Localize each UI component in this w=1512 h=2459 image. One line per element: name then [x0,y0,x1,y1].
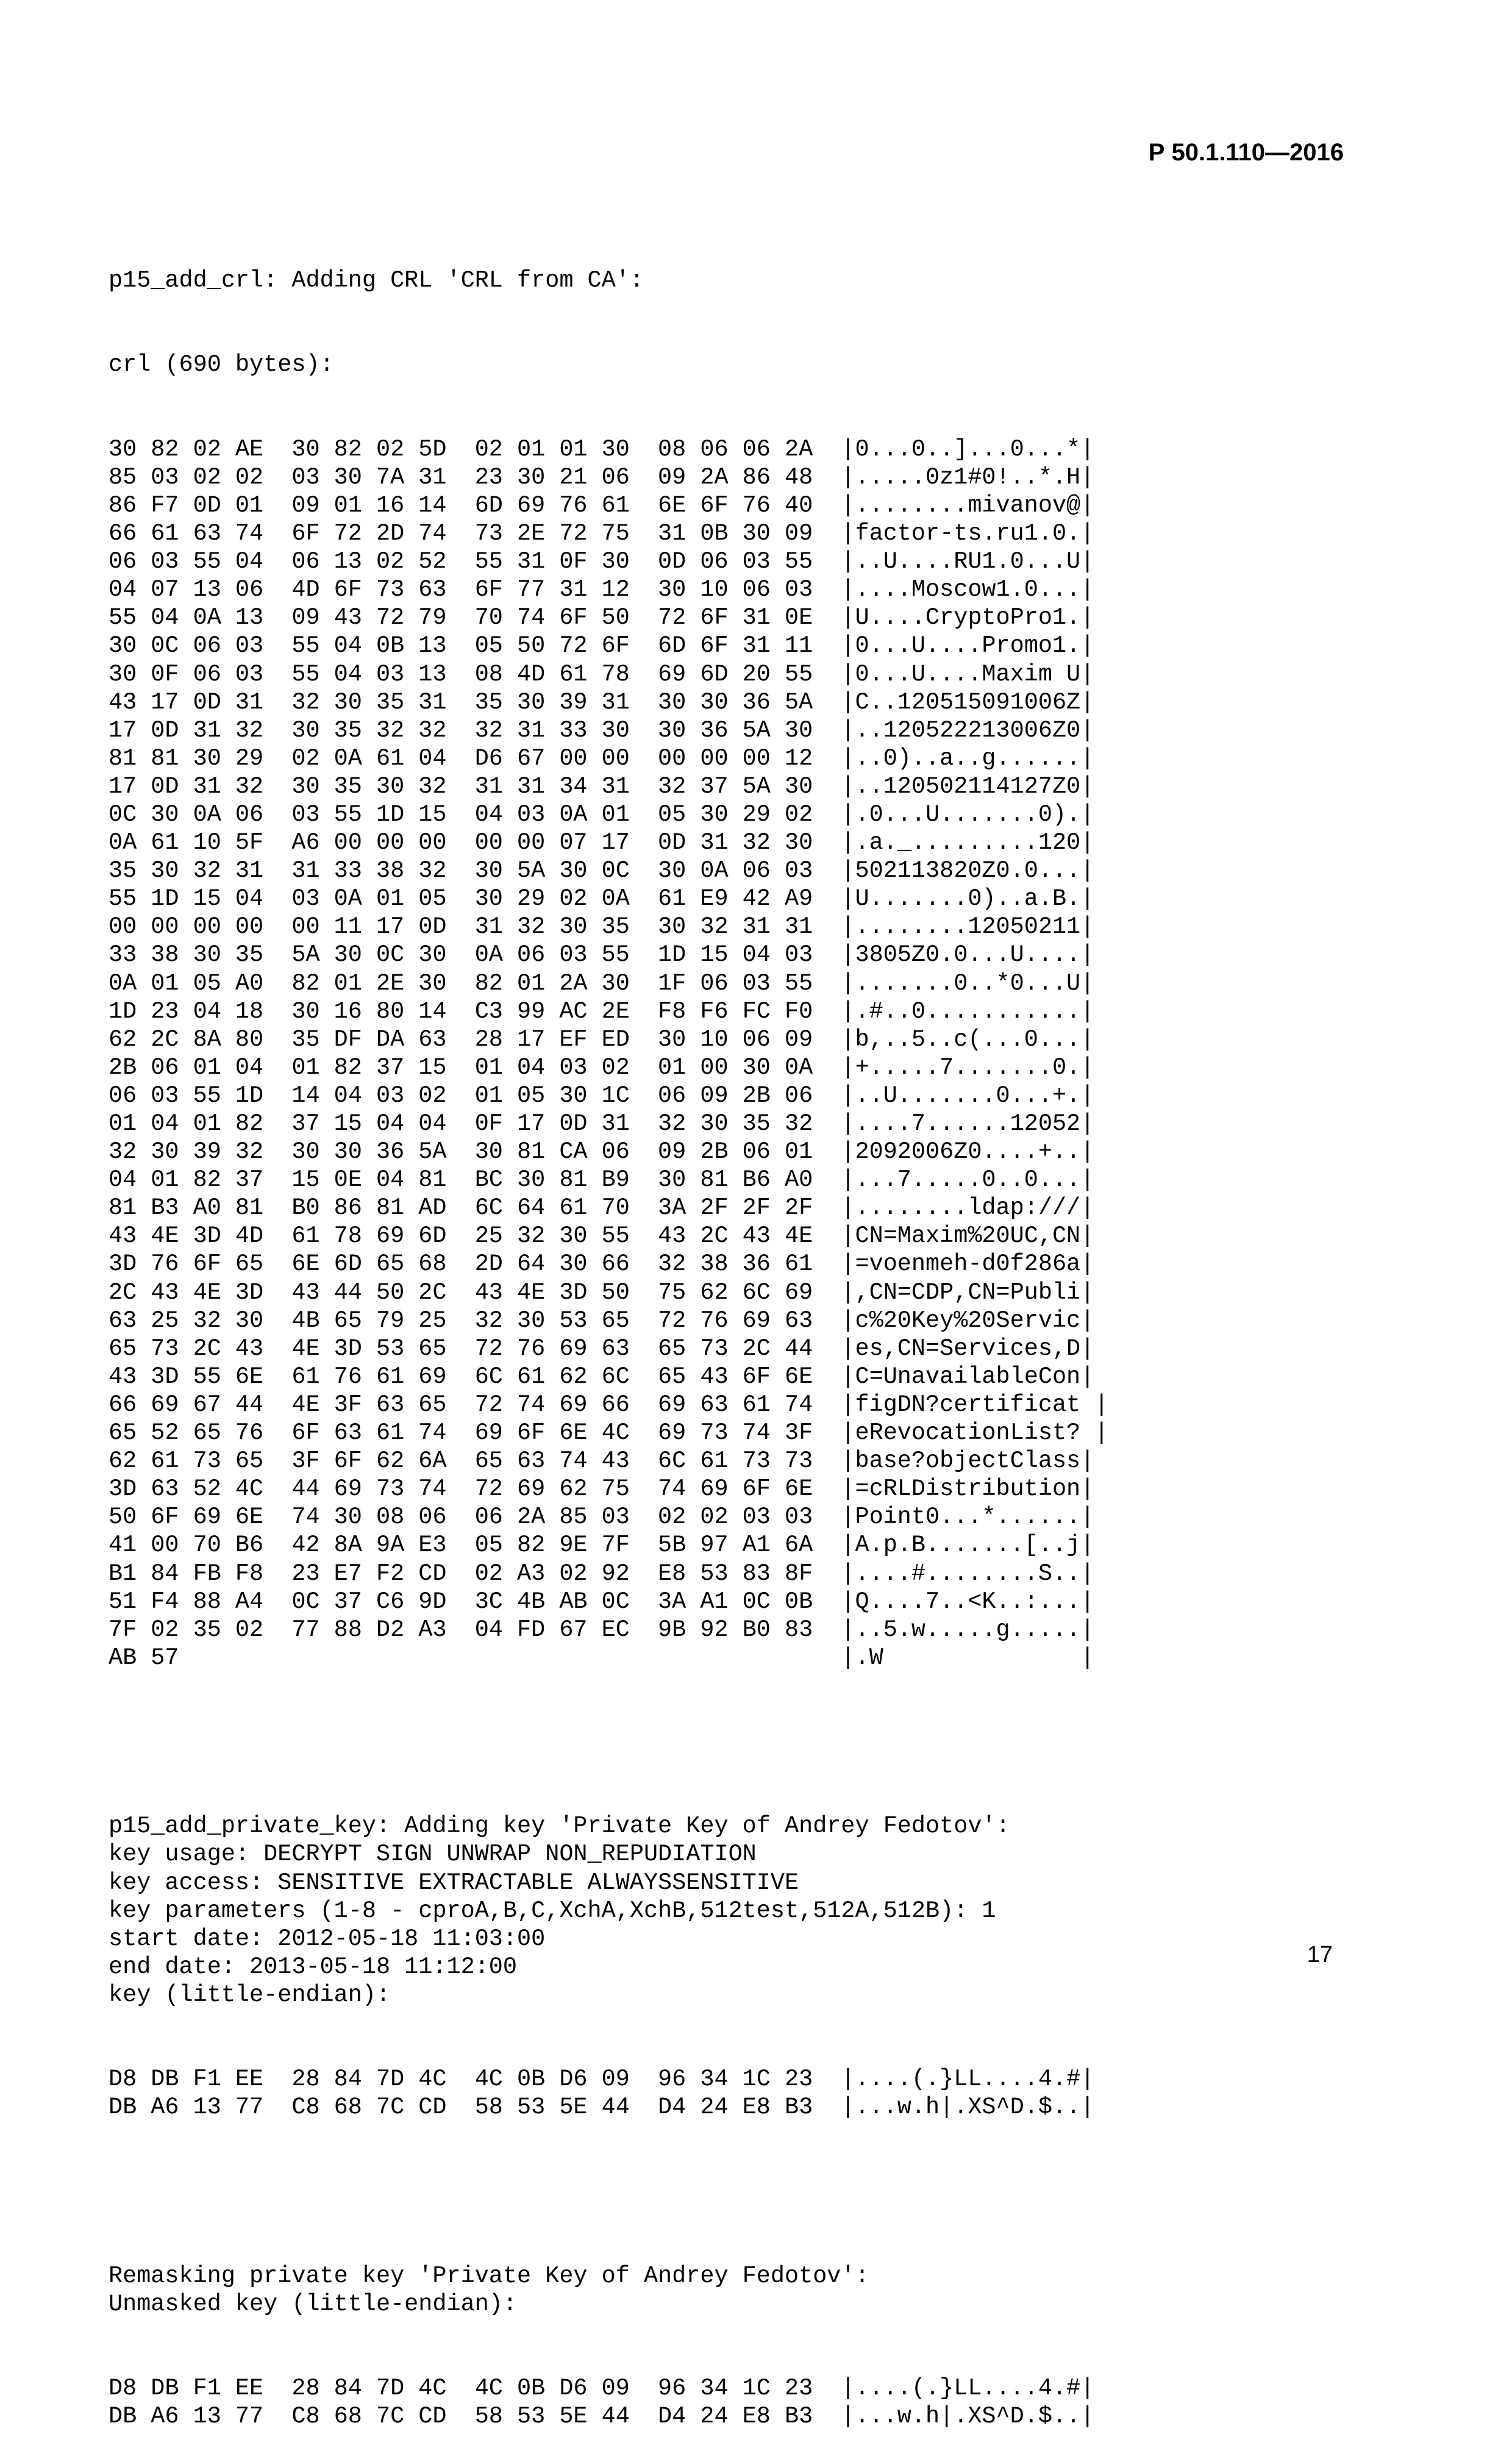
page-number: 17 [1307,1942,1333,1968]
hex-dump-row: 0C 30 0A 06 03 55 1D 15 04 03 0A 01 05 30 29 02 |.0...U.......0).| [109,801,1095,828]
hex-dump-row: AB 57 |.W | [109,1644,1095,1671]
hex-dump-row: 30 82 02 AE 30 82 02 5D 02 01 01 30 08 06 06 2A |0...0..]...0...*| [109,435,1095,463]
hex-dump-row: 1D 23 04 18 30 16 80 14 C3 99 AC 2E F8 F6 FC F0 |.#..0...........| [109,998,1095,1025]
spacer [109,1728,1108,1756]
document-header: Р 50.1.110—2016 [1148,139,1344,166]
hex-dump-row: DB A6 13 77 C8 68 7C CD 58 53 5E 44 D4 24 E8 B3 |...w.h|.XS^D.$..| [109,2094,1095,2121]
key-info-line: end date: 2013-05-18 11:12:00 [109,1953,518,1980]
crl-length: crl (690 bytes): [109,351,334,379]
spacer [109,2178,1108,2206]
hex-dump-row: 41 00 70 B6 42 8A 9A E3 05 82 9E 7F 5B 97 A1 6A |A.p.B.......[..j| [109,1532,1095,1559]
hex-dump-row: 65 73 2C 43 4E 3D 53 65 72 76 69 63 65 73 2C 44 |es,CN=Services,D| [109,1335,1095,1362]
hex-dump-row: 66 61 63 74 6F 72 2D 74 73 2E 72 75 31 0B 30 09 |factor-ts.ru1.0.| [109,520,1095,548]
hex-dump-row: 51 F4 88 A4 0C 37 C6 9D 3C 4B AB 0C 3A A1 0C 0B |Q....7..<K..:...| [109,1588,1095,1615]
hex-dump-row: 3D 76 6F 65 6E 6D 65 68 2D 64 30 66 32 38 36 61 |=voenmeh-d0f286a| [109,1251,1095,1278]
hex-dump-row: 7F 02 35 02 77 88 D2 A3 04 FD 67 EC 9B 92 B0 83 |..5.w.....g.....| [109,1616,1095,1643]
hex-dump-row: 0A 01 05 A0 82 01 2E 30 82 01 2A 30 1F 06 03 55 |.......0..*0...U| [109,969,1095,997]
key-info-line: p15_add_private_key: Adding key 'Private Key of Andrey Fedotov': [109,1813,1010,1840]
key-info-line: start date: 2012-05-18 11:03:00 [109,1925,546,1952]
hex-dump-row: 00 00 00 00 00 11 17 0D 31 32 30 35 30 32 31 31 |........12050211| [109,913,1095,941]
hex-dump-listing [109,210,1108,2459]
hex-dump-row: 35 30 32 31 31 33 38 32 30 5A 30 0C 30 0A 06 03 |502113820Z0.0...| [109,857,1095,885]
key-info-line: key access: SENSITIVE EXTRACTABLE ALWAYSSENSITIVE [109,1869,799,1896]
remask-info [109,2262,1108,2318]
hex-dump-row: 43 17 0D 31 32 30 35 31 35 30 39 31 30 30 36 5A |C..120515091006Z| [109,688,1095,716]
hex-dump-row: DB A6 13 77 C8 68 7C CD 58 53 5E 44 D4 24 E8 B3 |...w.h|.XS^D.$..| [109,2403,1095,2430]
crl-dump [109,435,1108,1672]
hex-dump-row: 32 30 39 32 30 30 36 5A 30 81 CA 06 09 2B 06 01 |2092006Z0....+..| [109,1138,1095,1166]
hex-dump-row: 43 3D 55 6E 61 76 61 69 6C 61 62 6C 65 43 6F 6E |C=UnavailableCon| [109,1363,1095,1390]
hex-dump-row: B1 84 FB F8 23 E7 F2 CD 02 A3 02 92 E8 53 83 8F |....#........S..| [109,1560,1095,1587]
hex-dump-row: D8 DB F1 EE 28 84 7D 4C 4C 0B D6 09 96 34 1C 23 |....(.}LL....4.#| [109,2375,1095,2402]
hex-dump-row: 30 0F 06 03 55 04 03 13 08 4D 61 78 69 6D 20 55 |0...U....Maxim U| [109,660,1095,688]
hex-dump-row: 30 0C 06 03 55 04 0B 13 05 50 72 6F 6D 6F 31 11 |0...U....Promo1.| [109,632,1095,660]
crl-title: p15_add_crl: Adding CRL 'CRL from CA': [109,267,644,294]
hex-dump-row: 3D 63 52 4C 44 69 73 74 72 69 62 75 74 69 6F 6E |=cRLDistribution| [109,1476,1095,1503]
hex-dump-row: 81 B3 A0 81 B0 86 81 AD 6C 64 61 70 3A 2F 2F 2F |........ldap:///| [109,1194,1095,1222]
key-dump [109,2065,1108,2121]
hex-dump-row: 0A 61 10 5F A6 00 00 00 00 00 07 17 0D 31 32 30 |.a._.........120| [109,829,1095,857]
hex-dump-row: 43 4E 3D 4D 61 78 69 6D 25 32 30 55 43 2C 43 4E |CN=Maxim%20UC,CN| [109,1222,1095,1250]
hex-dump-row: 04 07 13 06 4D 6F 73 63 6F 77 31 12 30 10 06 03 |....Moscow1.0...| [109,576,1095,604]
hex-dump-row: 62 61 73 65 3F 6F 62 6A 65 63 74 43 6C 61 73 73 |base?objectClass| [109,1447,1095,1475]
remask-info-line: Unmasked key (little-endian): [109,2290,518,2318]
hex-dump-row: 55 1D 15 04 03 0A 01 05 30 29 02 0A 61 E9 42 A9 |U.......0)..a.B.| [109,885,1095,913]
hex-dump-row: 86 F7 0D 01 09 01 16 14 6D 69 76 61 6E 6F 76 40 |........mivanov@| [109,491,1095,519]
hex-dump-row: 06 03 55 04 06 13 02 52 55 31 0F 30 0D 06 03 55 |..U....RU1.0...U| [109,548,1095,576]
hex-dump-row: 62 2C 8A 80 35 DF DA 63 28 17 EF ED 30 10 06 09 |b,..5..c(...0...| [109,1026,1095,1053]
hex-dump-row: 55 04 0A 13 09 43 72 79 70 74 6F 50 72 6F 31 0E |U....CryptoPro1.| [109,604,1095,632]
hex-dump-row: 63 25 32 30 4B 65 79 25 32 30 53 65 72 76 69 63 |c%20Key%20Servic| [109,1307,1095,1334]
remask-info-line: Remasking private key 'Private Key of Andrey Fedotov': [109,2262,869,2289]
remask-dump [109,2374,1108,2430]
hex-dump-row: 2B 06 01 04 01 82 37 15 01 04 03 02 01 00 30 0A |+.....7.......0.| [109,1054,1095,1081]
key-info-line: key (little-endian): [109,1981,391,2008]
hex-dump-row: 17 0D 31 32 30 35 32 32 32 31 33 30 30 36 5A 30 |..120522213006Z0| [109,716,1095,744]
hex-dump-row: 50 6F 69 6E 74 30 08 06 06 2A 85 03 02 02 03 03 |Point0...*......| [109,1504,1095,1531]
hex-dump-row: 81 81 30 29 02 0A 61 04 D6 67 00 00 00 00 00 12 |..0)..a..g......| [109,744,1095,772]
hex-dump-row: D8 DB F1 EE 28 84 7D 4C 4C 0B D6 09 96 34 1C 23 |....(.}LL....4.#| [109,2066,1095,2093]
hex-dump-row: 33 38 30 35 5A 30 0C 30 0A 06 03 55 1D 15 04 03 |3805Z0.0...U....| [109,941,1095,969]
key-info [109,1812,1108,2009]
hex-dump-row: 85 03 02 02 03 30 7A 31 23 30 21 06 09 2A 86 48 |.....0z1#0!..*.H| [109,463,1095,491]
key-info-line: key usage: DECRYPT SIGN UNWRAP NON_REPUDIATION [109,1841,757,1868]
hex-dump-row: 65 52 65 76 6F 63 61 74 69 6F 6E 4C 69 73 74 3F |eRevocationList? | [109,1419,1109,1447]
hex-dump-row: 06 03 55 1D 14 04 03 02 01 05 30 1C 06 09 2B 06 |..U.......0...+.| [109,1082,1095,1109]
hex-dump-row: 01 04 01 82 37 15 04 04 0F 17 0D 31 32 30 35 32 |....7......12052| [109,1110,1095,1137]
key-info-line: key parameters (1-8 - cproA,B,C,XchA,XchB,512test,512A,512B): 1 [109,1897,996,1924]
hex-dump-row: 04 01 82 37 15 0E 04 81 BC 30 81 B9 30 81 B6 A0 |...7.....0..0...| [109,1166,1095,1194]
hex-dump-row: 17 0D 31 32 30 35 30 32 31 31 34 31 32 37 5A 30 |..120502114127Z0| [109,773,1095,800]
hex-dump-row: 2C 43 4E 3D 43 44 50 2C 43 4E 3D 50 75 62 6C 69 |,CN=CDP,CN=Publi| [109,1279,1095,1306]
hex-dump-row: 66 69 67 44 4E 3F 63 65 72 74 69 66 69 63 61 74 |figDN?certificat | [109,1391,1109,1418]
